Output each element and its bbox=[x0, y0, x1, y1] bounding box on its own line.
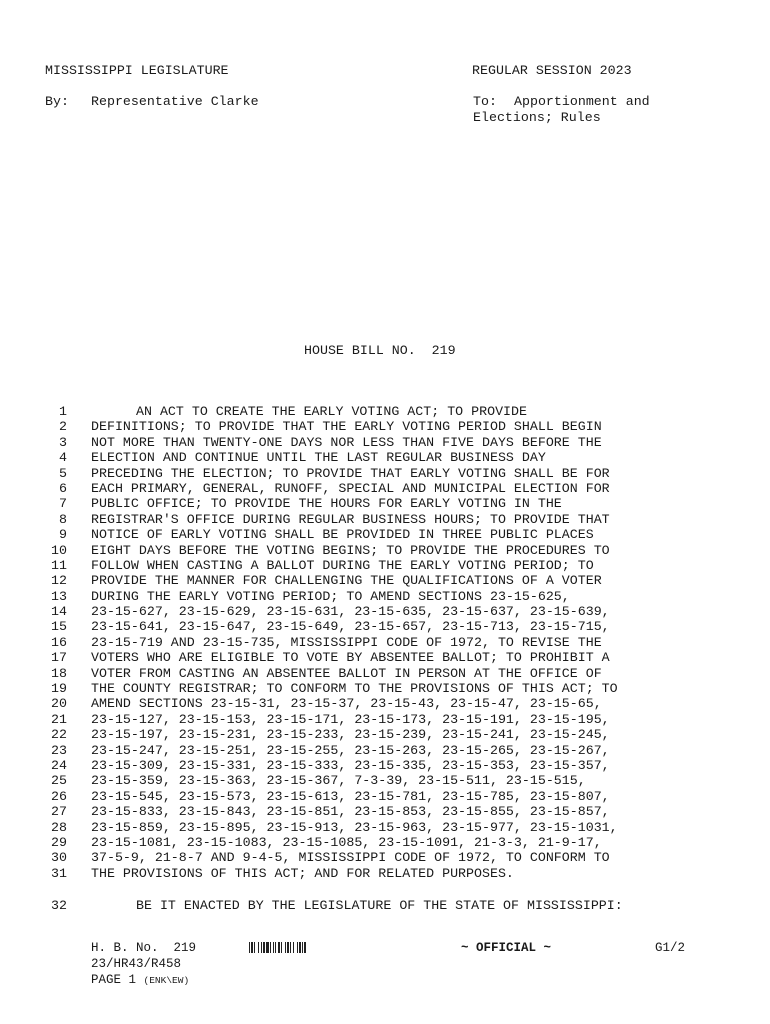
line-number: 8 bbox=[59, 511, 67, 527]
line-text: 23-15-859, 23-15-895, 23-15-913, 23-15-963, 23-15-977, 23-15-1031, bbox=[91, 819, 618, 835]
line-number: 4 bbox=[59, 450, 67, 466]
bill-line bbox=[0, 758, 770, 773]
line-number: 21 bbox=[51, 711, 67, 727]
line-text: 23-15-1081, 23-15-1083, 23-15-1085, 23-15-1091, 21-3-3, 21-9-17, bbox=[91, 834, 602, 850]
bill-line bbox=[0, 527, 770, 542]
bill-line bbox=[0, 850, 770, 865]
footer-bill-ref: H. B. No. 219 bbox=[91, 941, 197, 955]
line-text: REGISTRAR'S OFFICE DURING REGULAR BUSINESS HOURS; TO PROVIDE THAT bbox=[91, 511, 610, 527]
bill-line bbox=[0, 866, 770, 881]
line-text: 23-15-359, 23-15-363, 23-15-367, 7-3-39, 23-15-511, 23-15-515, bbox=[91, 773, 586, 789]
bill-line bbox=[0, 619, 770, 634]
bill-line bbox=[0, 604, 770, 619]
line-text: AN ACT TO CREATE THE EARLY VOTING ACT; TO PROVIDE bbox=[136, 404, 527, 419]
document-code: 23/HR43/R458 bbox=[91, 957, 182, 971]
bill-line bbox=[0, 820, 770, 835]
committee-line-2: Elections; Rules bbox=[473, 110, 601, 125]
bill-line bbox=[0, 650, 770, 665]
line-number: 25 bbox=[51, 773, 67, 789]
line-number: 3 bbox=[59, 434, 67, 450]
session-label: REGULAR SESSION 2023 bbox=[472, 63, 632, 78]
to-label: To: bbox=[473, 94, 497, 109]
line-text: PROVIDE THE MANNER FOR CHALLENGING THE QUALIFICATIONS OF A VOTER bbox=[91, 573, 602, 589]
line-text: FOLLOW WHEN CASTING A BALLOT DURING THE EARLY VOTING PERIOD; TO bbox=[91, 557, 594, 573]
line-number: 5 bbox=[59, 465, 67, 481]
line-number: 22 bbox=[51, 727, 67, 743]
line-number: 24 bbox=[51, 757, 67, 773]
line-text: PRECEDING THE ELECTION; TO PROVIDE THAT EARLY VOTING SHALL BE FOR bbox=[91, 465, 610, 481]
legislature-name: MISSISSIPPI LEGISLATURE bbox=[45, 63, 229, 78]
line-text: 23-15-833, 23-15-843, 23-15-851, 23-15-853, 23-15-855, 23-15-857, bbox=[91, 804, 610, 820]
bill-line bbox=[0, 712, 770, 727]
line-text: EIGHT DAYS BEFORE THE VOTING BEGINS; TO PROVIDE THE PROCEDURES TO bbox=[91, 542, 610, 558]
line-text: THE COUNTY REGISTRAR; TO CONFORM TO THE PROVISIONS OF THIS ACT; TO bbox=[91, 681, 618, 697]
bill-line bbox=[0, 635, 770, 650]
line-text: EACH PRIMARY, GENERAL, RUNOFF, SPECIAL AND MUNICIPAL ELECTION FOR bbox=[91, 480, 610, 496]
line-text: NOT MORE THAN TWENTY-ONE DAYS NOR LESS THAN FIVE DAYS BEFORE THE bbox=[91, 434, 602, 450]
bill-line bbox=[0, 450, 770, 465]
page-number-block bbox=[91, 973, 189, 988]
line-text: 23-15-127, 23-15-153, 23-15-171, 23-15-173, 23-15-191, 23-15-195, bbox=[91, 711, 610, 727]
line-number: 10 bbox=[51, 542, 67, 558]
line-number: 26 bbox=[51, 788, 67, 804]
bill-line bbox=[0, 835, 770, 850]
bill-line bbox=[0, 512, 770, 527]
line-number: 20 bbox=[51, 696, 67, 712]
bill-line bbox=[0, 466, 770, 481]
line-number: 29 bbox=[51, 834, 67, 850]
bill-line bbox=[0, 589, 770, 604]
line-text: NOTICE OF EARLY VOTING SHALL BE PROVIDED IN THREE PUBLIC PLACES bbox=[91, 527, 594, 543]
line-number: 2 bbox=[59, 419, 67, 435]
bill-line bbox=[0, 743, 770, 758]
bill-line bbox=[0, 404, 770, 419]
line-text: DEFINITIONS; TO PROVIDE THAT THE EARLY VOTING PERIOD SHALL BEGIN bbox=[91, 419, 602, 435]
page-label: PAGE 1 bbox=[91, 973, 137, 987]
line-number: 15 bbox=[51, 619, 67, 635]
line-number: 16 bbox=[51, 634, 67, 650]
bill-line bbox=[0, 681, 770, 696]
bill-line bbox=[0, 573, 770, 588]
line-number: 27 bbox=[51, 804, 67, 820]
line-number: 11 bbox=[51, 557, 67, 573]
line-number: 19 bbox=[51, 681, 67, 697]
bill-line bbox=[0, 727, 770, 742]
committee-line-1: Apportionment and bbox=[514, 94, 650, 109]
page-code: G1/2 bbox=[655, 941, 686, 955]
drafter-initials: (ENK\EW) bbox=[143, 975, 190, 986]
bill-line bbox=[0, 773, 770, 788]
enacting-clause bbox=[0, 898, 770, 914]
line-number: 1 bbox=[59, 404, 67, 419]
barcode-image bbox=[249, 942, 357, 953]
line-number: 18 bbox=[51, 665, 67, 681]
line-text: THE PROVISIONS OF THIS ACT; AND FOR RELATED PURPOSES. bbox=[91, 865, 514, 881]
bill-line bbox=[0, 804, 770, 819]
line-number: 30 bbox=[51, 850, 67, 866]
line-number: 13 bbox=[51, 588, 67, 604]
line-text: VOTER FROM CASTING AN ABSENTEE BALLOT IN PERSON AT THE OFFICE OF bbox=[91, 665, 602, 681]
bill-line bbox=[0, 558, 770, 573]
bill-line bbox=[0, 496, 770, 511]
bill-text bbox=[0, 404, 770, 881]
line-number: 28 bbox=[51, 819, 67, 835]
line-number: 14 bbox=[51, 604, 67, 620]
line-text: DURING THE EARLY VOTING PERIOD; TO AMEND SECTIONS 23-15-625, bbox=[91, 588, 570, 604]
bill-line bbox=[0, 666, 770, 681]
sponsor-name: Representative Clarke bbox=[91, 94, 259, 109]
bill-line bbox=[0, 696, 770, 711]
official-label: ~ OFFICIAL ~ bbox=[461, 941, 552, 955]
bill-line bbox=[0, 435, 770, 450]
line-number: 17 bbox=[51, 650, 67, 666]
line-text: 23-15-627, 23-15-629, 23-15-631, 23-15-635, 23-15-637, 23-15-639, bbox=[91, 604, 610, 620]
line-text: VOTERS WHO ARE ELIGIBLE TO VOTE BY ABSENTEE BALLOT; TO PROHIBIT A bbox=[91, 650, 610, 666]
line-number: 7 bbox=[59, 496, 67, 512]
line-number: 9 bbox=[59, 527, 67, 543]
line-number: 6 bbox=[59, 480, 67, 496]
bill-line bbox=[0, 419, 770, 434]
line-text: 23-15-309, 23-15-331, 23-15-333, 23-15-335, 23-15-353, 23-15-357, bbox=[91, 757, 610, 773]
line-text: 23-15-545, 23-15-573, 23-15-613, 23-15-781, 23-15-785, 23-15-807, bbox=[91, 788, 610, 804]
line-text: 23-15-641, 23-15-647, 23-15-649, 23-15-657, 23-15-713, 23-15-715, bbox=[91, 619, 610, 635]
line-text: PUBLIC OFFICE; TO PROVIDE THE HOURS FOR EARLY VOTING IN THE bbox=[91, 496, 562, 512]
line-text: 37-5-9, 21-8-7 AND 9-4-5, MISSISSIPPI CODE OF 1972, TO CONFORM TO bbox=[91, 850, 610, 866]
bill-line bbox=[0, 481, 770, 496]
line-text: 23-15-247, 23-15-251, 23-15-255, 23-15-263, 23-15-265, 23-15-267, bbox=[91, 742, 610, 758]
line-text: AMEND SECTIONS 23-15-31, 23-15-37, 23-15-43, 23-15-47, 23-15-65, bbox=[91, 696, 602, 712]
line-number: 31 bbox=[51, 865, 67, 881]
line-number: 12 bbox=[51, 573, 67, 589]
bill-title: HOUSE BILL NO. 219 bbox=[304, 343, 456, 358]
line-text: 23-15-719 AND 23-15-735, MISSISSIPPI CODE OF 1972, TO REVISE THE bbox=[91, 634, 602, 650]
by-label: By: bbox=[45, 94, 69, 109]
line-number: 23 bbox=[51, 742, 67, 758]
line-text: 23-15-197, 23-15-231, 23-15-233, 23-15-239, 23-15-241, 23-15-245, bbox=[91, 727, 610, 743]
line-text: BE IT ENACTED BY THE LEGISLATURE OF THE STATE OF MISSISSIPPI: bbox=[136, 898, 623, 913]
bill-line bbox=[0, 543, 770, 558]
line-text: ELECTION AND CONTINUE UNTIL THE LAST REGULAR BUSINESS DAY bbox=[91, 450, 546, 466]
bill-line bbox=[0, 789, 770, 804]
line-number: 32 bbox=[51, 898, 67, 913]
